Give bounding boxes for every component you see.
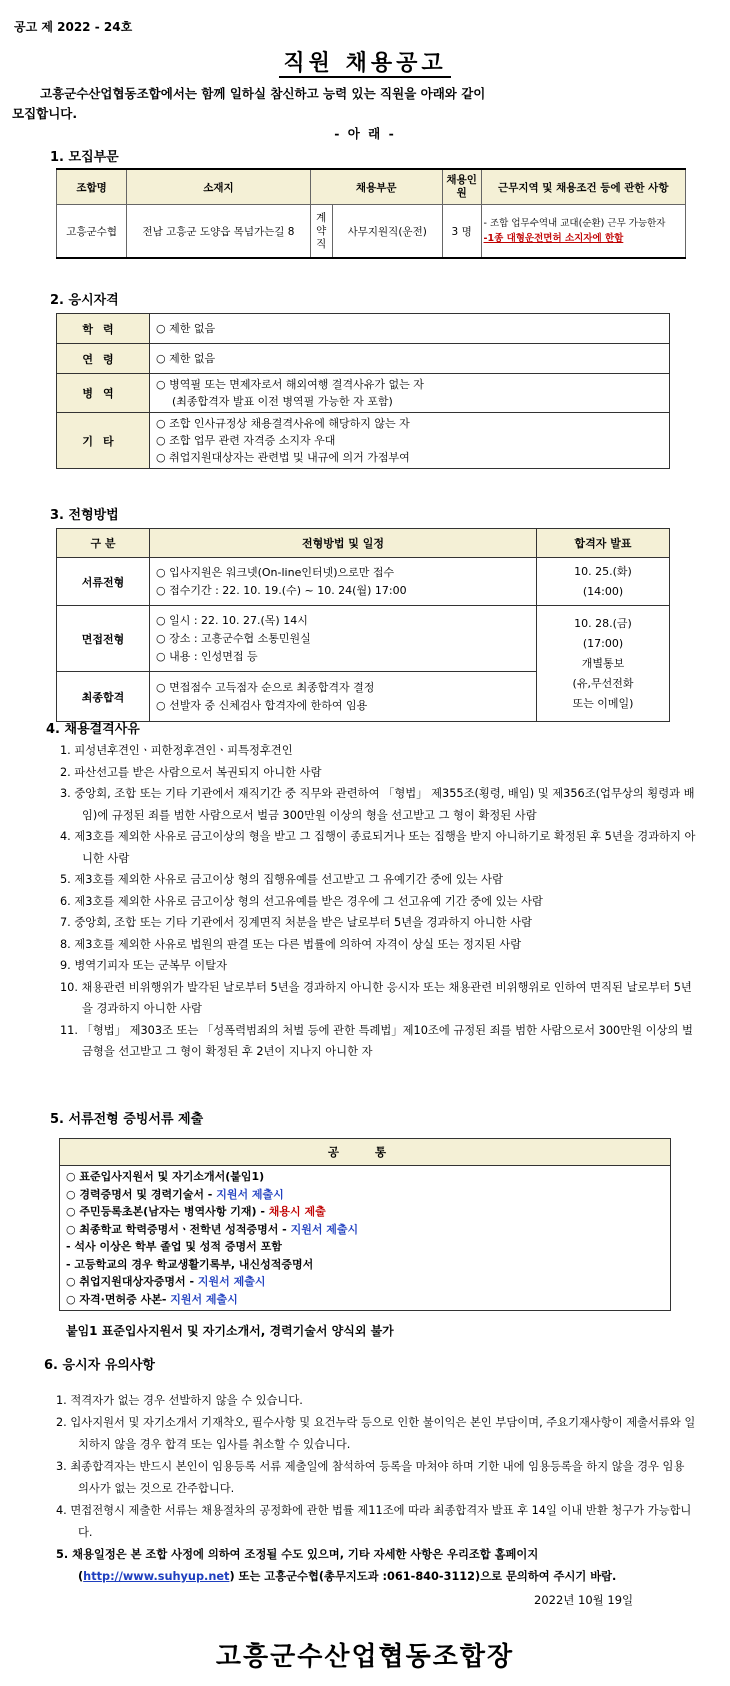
th-conditions: 근무지역 및 채용조건 등에 관한 사항 (481, 169, 685, 205)
qual-label-military: 병역 (57, 374, 150, 413)
interview-line-3: ○ 내용 : 인성면접 등 (156, 649, 258, 663)
cell-conditions (481, 205, 685, 259)
qual-value-etc (150, 413, 670, 469)
page-title (0, 46, 730, 77)
sel-label-document: 서류전형 (57, 558, 150, 606)
list-item: 6. 제3호를 제외한 사유로 금고이상 형의 선고유예를 받은 경우에 그 선고유예 기간 중에 있는 사람 (60, 894, 543, 908)
type-char-3: 직 (316, 237, 327, 250)
sel-value-document (150, 558, 537, 606)
qualification-table (56, 313, 670, 469)
th-count: 채용인원 (442, 169, 481, 205)
doc-item-text: ○ 주민등록초본(남자는 병역사항 기재) - (66, 1205, 269, 1218)
list-item: 7. 중앙회, 조합 또는 기타 기관에서 징계면직 처분을 받은 날로부터 5년을 경과하지 아니한 사람 (60, 916, 533, 929)
doc-item-text: ○ 취업지원대상자증명서 - (66, 1275, 198, 1288)
list-item (60, 1256, 670, 1274)
notice-number: 공고 제 2022 - 24호 (14, 20, 133, 34)
sel-result-final (537, 606, 670, 722)
caution5-pre: 5. 채용일정은 본 조합 사정에 의하여 조정될 수도 있으며, 기타 자세한 사항은 우리조합 홈페이지 ( (56, 1548, 539, 1583)
sel-label-final: 최종합격 (57, 672, 150, 722)
qual-value-age: ○ 제한 없음 (150, 344, 670, 374)
interview-line-2: ○ 장소 : 고흥군수협 소통민원실 (156, 631, 311, 645)
sel-label-interview: 면접전형 (57, 606, 150, 672)
section-2-heading: 2. 응시자격 (50, 293, 119, 308)
list-item: 10. 채용관련 비위행위가 발각된 날로부터 5년을 경과하지 아니한 응시자 또는 채용관련 비위행위로 인하여 면직된 날로부터 5년을 경과하지 아니한 사람 (60, 980, 692, 1015)
cell-count: 3 명 (442, 205, 481, 259)
th-union: 조합명 (57, 169, 127, 205)
cell-dept: 사무지원직(운전) (332, 205, 442, 259)
doc-item-note: 지원서 제출시 (170, 1292, 238, 1306)
cell-union: 고흥군수협 (57, 205, 127, 259)
interview-line-1: ○ 일시 : 22. 10. 27.(목) 14시 (156, 613, 308, 627)
etc-line-2: ○ 조합 업무 관련 자격증 소지자 우대 (156, 434, 336, 447)
cautions-list (56, 1390, 696, 1588)
qual-label-etc: 기타 (57, 413, 150, 469)
list-item (60, 1168, 670, 1186)
th-method: 전형방법 및 일정 (150, 529, 537, 558)
final-line-2: ○ 선발자 중 신체검사 합격자에 한하여 임용 (156, 698, 368, 712)
list-item: 9. 병역기피자 또는 군복무 이탈자 (60, 959, 228, 972)
list-item (60, 1238, 670, 1256)
section-5-heading: 5. 서류전형 증빙서류 제출 (50, 1112, 204, 1127)
result-notice: 개별통보 (581, 656, 625, 670)
condition-2: -1종 대형운전면허 소지자에 한함 (483, 233, 624, 244)
doc-item-text: - 고등학교의 경우 학교생활기록부, 내신성적증명서 (66, 1257, 314, 1271)
list-item: 8. 제3호를 제외한 사유로 법원의 판결 또는 다른 법률에 의하여 자격이 상실 또는 정지된 사람 (60, 937, 522, 951)
result-date-2: 10. 28.(금) (574, 616, 632, 630)
doc-item-text: - 석사 이상은 학부 졸업 및 성적 증명서 포함 (66, 1240, 282, 1253)
doc-item-note: 지원서 제출시 (290, 1222, 359, 1236)
th-category: 구 분 (57, 529, 150, 558)
list-item (60, 1221, 670, 1239)
result-time-1: (14:00) (582, 584, 624, 598)
sel-result-document (537, 558, 670, 606)
recruit-table (56, 168, 686, 259)
list-item (60, 1291, 670, 1309)
ahrae-heading: - 아 래 - (334, 126, 396, 141)
intro-line-1: 고흥군수산업협동조합에서는 함께 일하실 참신하고 능력 있는 직원을 아래와 같이 (40, 86, 486, 101)
qual-label-age: 연령 (57, 344, 150, 374)
list-item: 3. 중앙회, 조합 또는 기타 기관에서 재직기간 중 직무와 관련하여 「형법」 제355조(횡령, 배임) 및 제356조(업무상의 횡령과 배임)에 규정된 죄를 범한 사람으로서 벌금 300만원 이상의 형을 선고받고 그 형이 확정된 사람 (60, 787, 695, 822)
list-item: 3. 최종합격자는 반드시 본인이 임용등록 서류 제출일에 참석하여 등록을 마쳐야 하며 기한 내에 임용등록을 하지 않을 경우 임용 의사가 없는 것으로 간주합니다. (56, 1460, 685, 1495)
sel-value-interview (150, 606, 537, 672)
cell-location: 전남 고흥군 도양읍 목넘가는길 8 (127, 205, 310, 259)
doc-item-note: 지원서 제출시 (197, 1275, 266, 1288)
organization-signature: 고흥군수산업협동조합장 (215, 1642, 515, 1672)
etc-line-3: ○ 취업지원대상자는 관련법 및 내규에 의거 가점부여 (156, 451, 410, 464)
qual-value-military (150, 374, 670, 413)
caution5-post: ) 또는 고흥군수협(총무지도과 :061-840-3112)으로 문의하여 주시기 바람. (229, 1570, 617, 1583)
notice-date: 2022년 10월 19일 (534, 1593, 634, 1607)
intro-text (12, 84, 720, 124)
etc-line-1: ○ 조합 인사규정상 채용결격사유에 해당하지 않는 자 (156, 417, 410, 430)
list-item (56, 1544, 696, 1588)
attachment-note: 붙임1 표준입사지원서 및 자기소개서, 경력기술서 양식외 불가 (66, 1324, 394, 1338)
list-item: 11. 「형법」 제303조 또는 「성폭력범죄의 처벌 등에 관한 특례법」제10조에 규정된 죄를 범한 사람으로서 300만원 이상의 벌금형을 선고받고 그 형이 확정된 후 2년이 지나지 아니한 자 (60, 1023, 693, 1058)
documents-list (60, 1166, 670, 1310)
condition-1: - 조합 업무수역내 교대(순환) 근무 가능한자 (483, 218, 666, 229)
section-3-heading: 3. 전형방법 (50, 508, 119, 523)
disqualification-list (60, 740, 700, 1063)
doc-item-note: 지원서 제출시 (216, 1187, 284, 1201)
doc-item-text: ○ 자격·면허증 사본- (66, 1292, 171, 1306)
doc-line-1: ○ 입사지원은 워크넷(On-line인터넷)으로만 접수 (156, 565, 395, 579)
doc-item-text: ○ 경력증명서 및 경력기술서 - (66, 1187, 217, 1201)
documents-header: 공 통 (60, 1139, 670, 1166)
list-item (60, 1186, 670, 1204)
result-contact-2: 또는 이메일) (572, 696, 634, 710)
list-item (60, 1273, 670, 1291)
doc-item-text: ○ 표준입사지원서 및 자기소개서(붙임1) (66, 1170, 265, 1183)
list-item: 4. 제3호를 제외한 사유로 금고이상의 형을 받고 그 집행이 종료되거나 또는 집행을 받지 아니하기로 확정된 후 5년을 경과하지 아니한 사람 (60, 830, 696, 865)
list-item: 2. 입사지원서 및 자기소개서 기재착오, 필수사항 및 요건누락 등으로 인한 불이익은 본인 부담이며, 주요기재사항이 제출서류와 일치하지 않을 경우 합격 또는 입사를 취소할 수 있습니다. (56, 1416, 696, 1451)
doc-item-note: 채용시 제출 (268, 1205, 326, 1218)
doc-item-text: ○ 최종학교 학력증명서ㆍ전학년 성적증명서 - (66, 1222, 291, 1236)
intro-line-2: 모집합니다. (12, 106, 78, 121)
section-1-heading: 1. 모집부문 (50, 150, 119, 165)
selection-table (56, 528, 670, 722)
type-char-2: 약 (316, 224, 327, 237)
th-result: 합격자 발표 (537, 529, 670, 558)
list-item: 1. 피성년후견인ㆍ피한정후견인ㆍ피특정후견인 (60, 744, 293, 757)
result-time-2: (17:00) (582, 636, 624, 650)
military-line-2: (최종합격자 발표 이전 병역필 가능한 자 포함) (172, 395, 393, 408)
th-location: 소재지 (127, 169, 310, 205)
qual-label-education: 학력 (57, 314, 150, 344)
sel-value-final (150, 672, 537, 722)
list-item: 5. 제3호를 제외한 사유로 금고이상 형의 집행유예를 선고받고 그 유예기간 중에 있는 사람 (60, 873, 504, 886)
final-line-1: ○ 면접점수 고득점자 순으로 최종합격자 결정 (156, 680, 375, 694)
section-4-heading: 4. 채용결격사유 (46, 722, 140, 737)
qual-value-education: ○ 제한 없음 (150, 314, 670, 344)
doc-line-2: ○ 접수기간 : 22. 10. 19.(수) ~ 10. 24(월) 17:00 (156, 583, 407, 597)
result-contact-1: (유,무선전화 (572, 676, 634, 690)
title-text: 직원 채용공고 (279, 51, 450, 78)
type-char-1: 계 (316, 211, 327, 224)
military-line-1: ○ 병역필 또는 면제자로서 해외여행 결격사유가 없는 자 (156, 378, 424, 391)
documents-box (59, 1138, 671, 1311)
list-item (60, 1203, 670, 1221)
result-date-1: 10. 25.(화) (574, 564, 632, 578)
section-6-heading: 6. 응시자 유의사항 (44, 1358, 155, 1373)
list-item: 2. 파산선고를 받은 사람으로서 복권되지 아니한 사람 (60, 765, 322, 779)
th-dept: 채용부문 (310, 169, 442, 205)
homepage-link[interactable]: http://www.suhyup.net (83, 1570, 230, 1583)
cell-contract-type (310, 205, 332, 259)
list-item: 4. 면접전형시 제출한 서류는 채용절차의 공정화에 관한 법률 제11조에 따라 최종합격자 발표 후 14일 이내 반환 청구가 가능합니다. (56, 1504, 692, 1539)
list-item: 1. 적격자가 없는 경우 선발하지 않을 수 있습니다. (56, 1394, 303, 1407)
